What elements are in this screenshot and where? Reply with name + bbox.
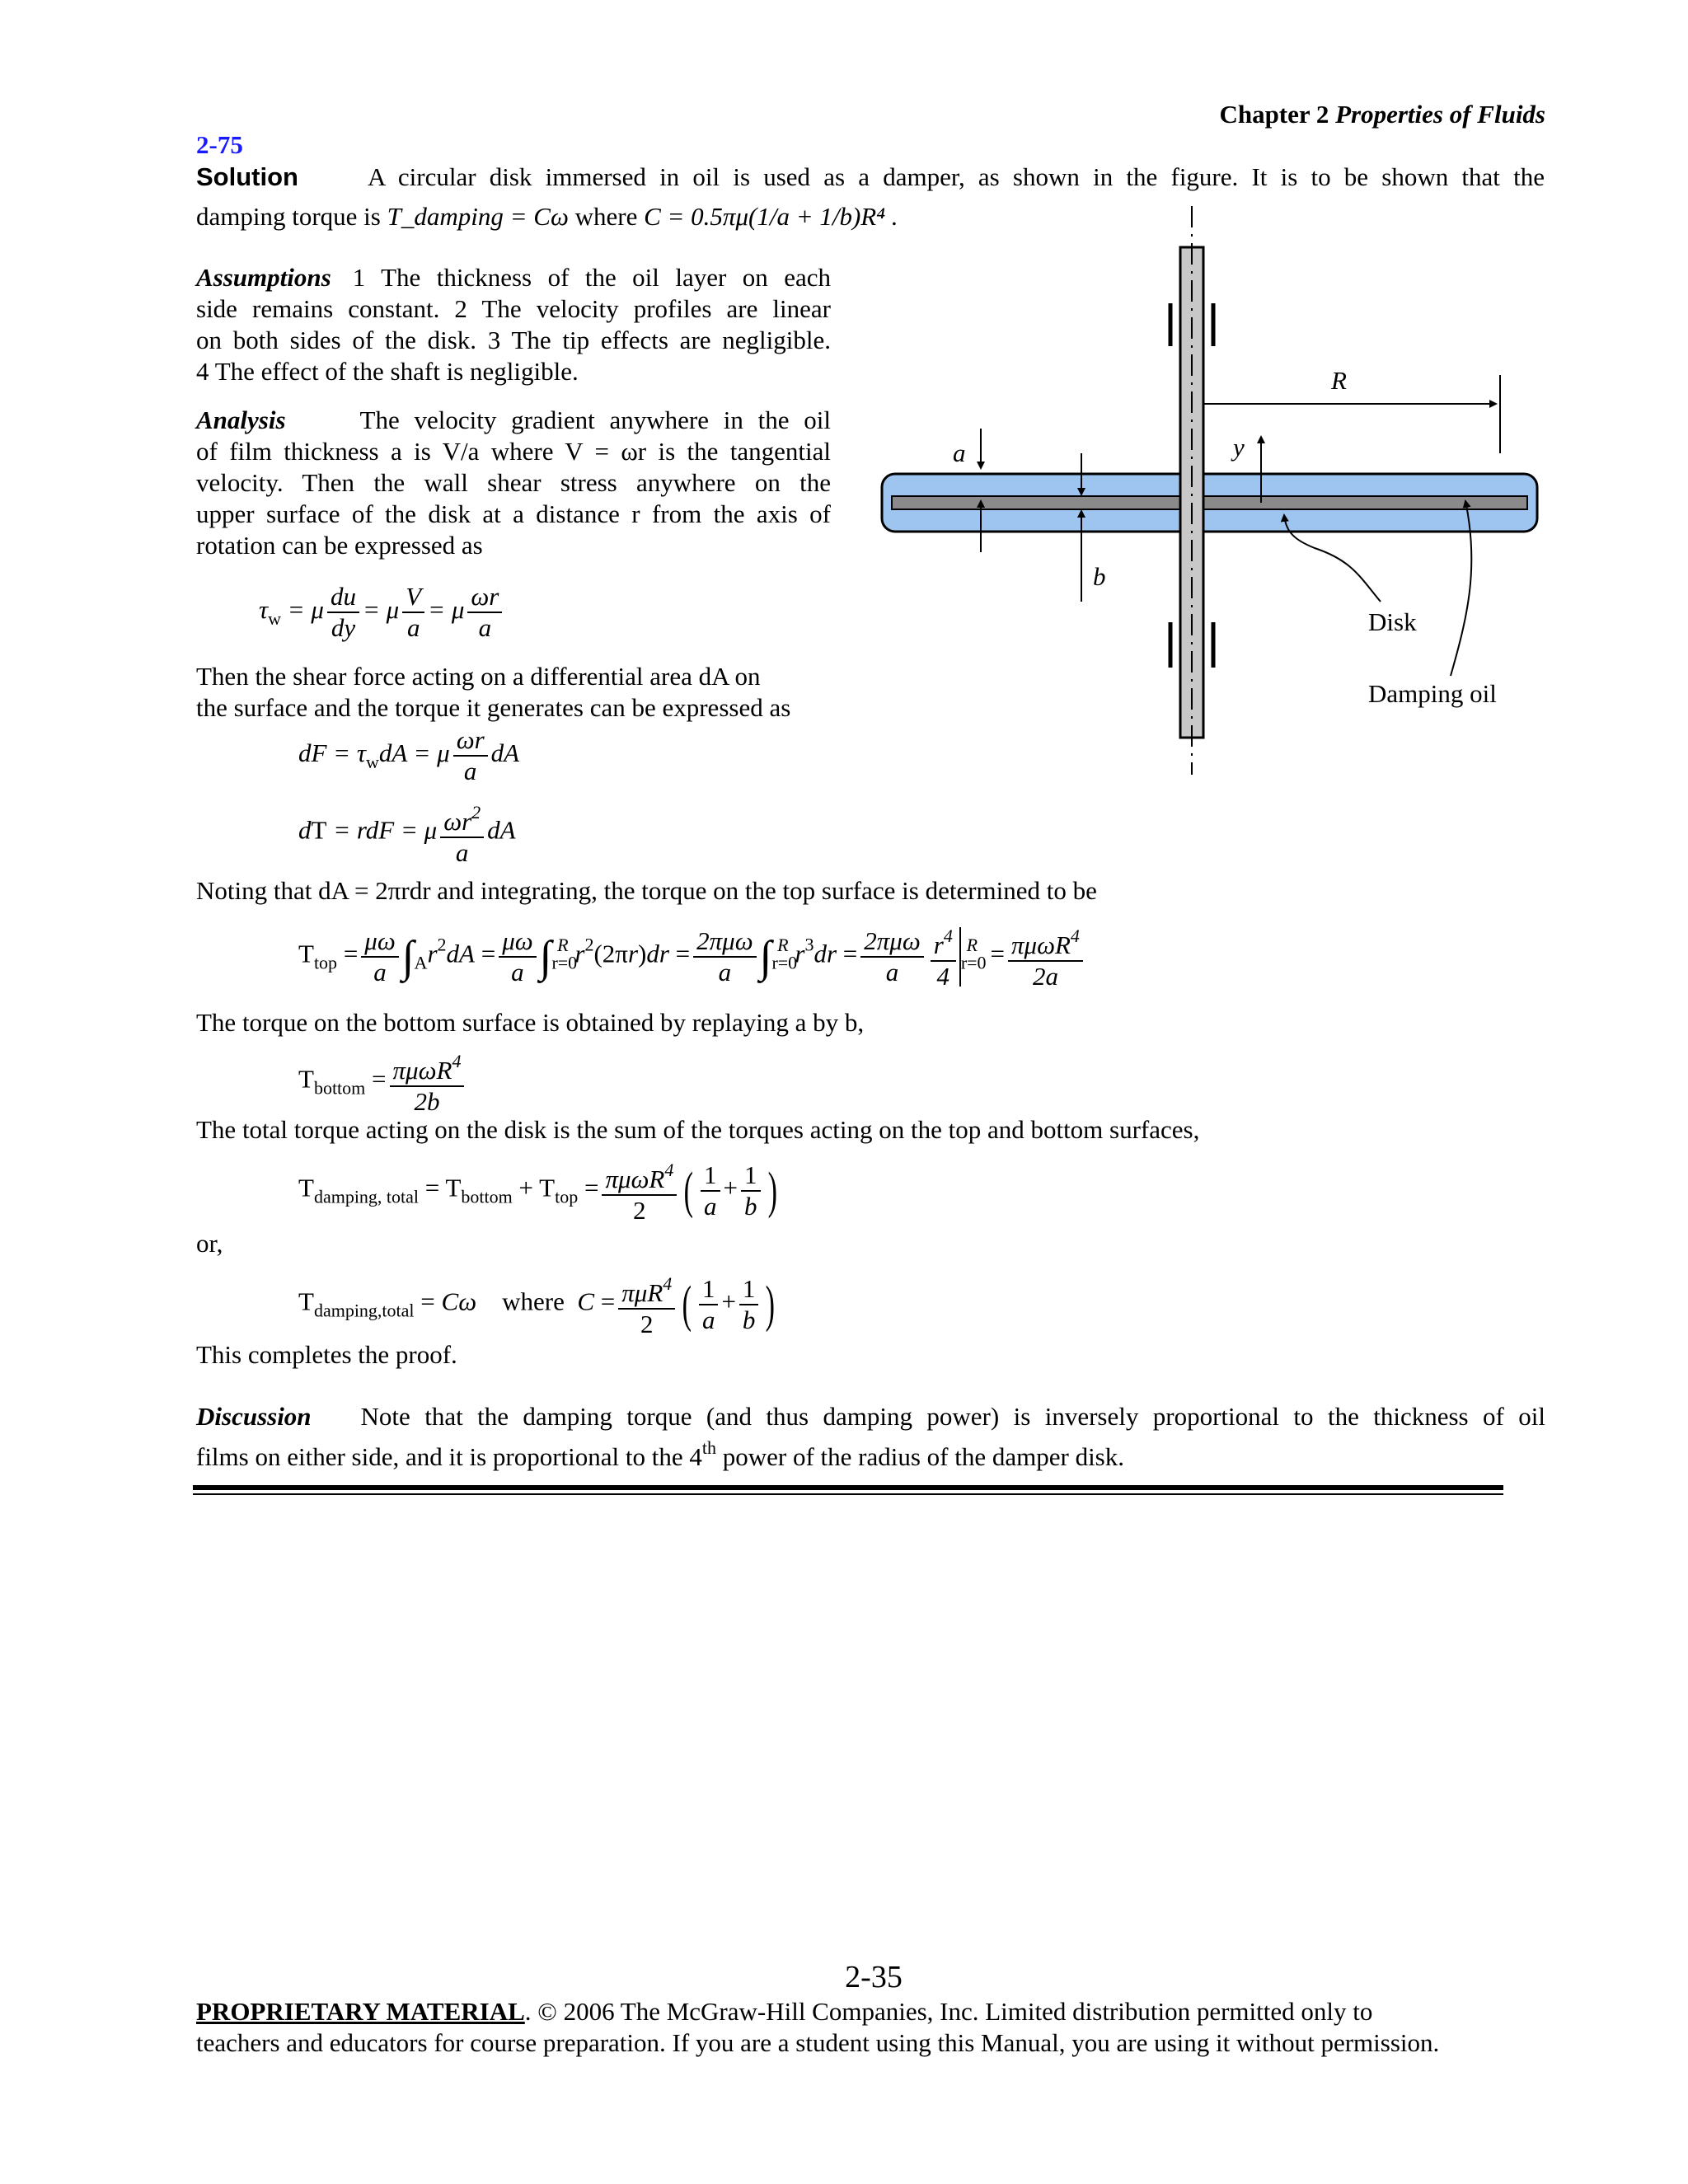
footer-line-1: PROPRIETARY MATERIAL. © 2006 The McGraw-Hill Companies, Inc. Limited distribution permitted only to xyxy=(196,1997,1373,2026)
equation-dF: dF = $\tau_wdA = \mu$ $\frac{\omega r}{a}$ dA xyxy=(298,725,520,785)
discussion-label: Discussion xyxy=(196,1402,312,1431)
statement-line-1: A circular disk immersed in oil is used as a damper, as shown in the figure. It is to be shown that the xyxy=(368,162,1545,191)
discussion-line-1: Discussion Note that the damping torque (and thus damping power) is inversely proportional to the thickness of oil xyxy=(196,1402,1545,1431)
label-a: a xyxy=(953,438,966,467)
statement-prefix: damping torque is xyxy=(196,202,381,231)
assumptions-line-4: 4 The effect of the shaft is negligible. xyxy=(196,357,579,386)
analysis-line-5: rotation can be expressed as xyxy=(196,531,483,560)
assumptions-line-2: side remains constant. 2 The velocity profiles are linear xyxy=(196,294,831,323)
proprietary-label: PROPRIETARY MATERIAL xyxy=(196,1997,525,2026)
footer-block xyxy=(196,1996,1556,2059)
analysis-line-3: velocity. Then the wall shear stress anywhere on the xyxy=(196,468,831,497)
total-text: The total torque acting on the disk is the sum of the torques acting on the top and bottom surfaces, xyxy=(196,1115,1200,1144)
label-oil: Damping oil xyxy=(1368,679,1497,708)
page-number: 2-35 xyxy=(845,1960,903,1994)
equation-T-total: $T_{damping, total} = T_{bottom} + T_{top}$ = $\frac{\pi\mu\omega R^4}{2}$ ( $\frac{1}{a}$ + $\frac{1}{b}$ ) xyxy=(298,1155,781,1226)
bottom-text: The torque on the bottom surface is obtained by replaying a by b, xyxy=(196,1008,865,1037)
or-text: or, xyxy=(196,1229,223,1258)
discussion-block xyxy=(196,1401,1545,1473)
analysis-line-2: of film thickness a is V/a where V = ωr is the tangential xyxy=(196,437,831,466)
equation-tau-w: $\tau_w = \mu$ $\frac{du}{dy}$ = μ $\frac{V}{a}$ = μ $\frac{\omega r}{a}$ xyxy=(259,582,505,643)
disk-left xyxy=(892,496,1186,509)
label-R: R xyxy=(1331,366,1347,395)
analysis-line-1: Analysis The velocity gradient anywhere in the oil xyxy=(196,405,831,434)
chapter-title: Properties of Fluids xyxy=(1335,100,1545,129)
noting-text: Noting that dA = 2πrdr and integrating, the torque on the top surface is determined to be xyxy=(196,876,1097,905)
disk-right xyxy=(1199,496,1527,509)
chapter-header xyxy=(1199,99,1545,130)
statement-C: C = 0.5πμ(1/a + 1/b)R⁴ . xyxy=(644,202,898,231)
completes-text: This completes the proof. xyxy=(196,1340,457,1369)
assumptions-block xyxy=(196,262,831,387)
label-y: y xyxy=(1233,433,1245,462)
solution-line-2 xyxy=(196,201,898,232)
analysis-label: Analysis xyxy=(196,405,286,434)
assumptions-line-3: on both sides of the disk. 3 The tip effects are negligible. xyxy=(196,326,831,354)
statement-eq: T_damping = Cω xyxy=(387,202,569,231)
solution-label: Solution xyxy=(196,162,298,191)
problem-number: 2-75 xyxy=(196,130,243,159)
divider-thick xyxy=(193,1485,1503,1490)
discussion-line-2: films on either side, and it is proportional to the 4th power of the radius of the damper disk. xyxy=(196,1437,1125,1471)
chapter-prefix: Chapter 2 xyxy=(1219,100,1329,129)
equation-dT: dT = rdF = μ $\frac{\omega r^2}{a}$ dA xyxy=(298,798,516,868)
equation-T-final: $T_{damping,total} = C\omega$ where C = $\frac{\pi\mu R^4}{2}$ ( $\frac{1}{a}$ + $\frac{1}{b}$ ) xyxy=(298,1269,779,1339)
assumptions-label: Assumptions xyxy=(196,263,331,292)
equation-T-bottom: $T_{bottom}$ = $\frac{\pi\mu\omega R^4}{2b}$ xyxy=(298,1047,467,1117)
assumptions-line-1: Assumptions 1 The thickness of the oil layer on each xyxy=(196,263,831,292)
statement-where: where xyxy=(574,202,638,231)
shear-force-text: Then the shear force acting on a differential area dA on the surface and the torque it generates can be expressed as xyxy=(196,662,791,722)
analysis-line-4: upper surface of the disk at a distance r from the axis of xyxy=(196,499,831,528)
solution-line-1 xyxy=(196,162,1545,193)
damper-figure xyxy=(865,206,1550,791)
footer-line-2: teachers and educators for course preparation. If you are a student using this Manual, you are using it without permission. xyxy=(196,2028,1440,2057)
divider-thin xyxy=(193,1493,1503,1495)
label-disk: Disk xyxy=(1368,607,1417,636)
equation-T-top: $T_{top}$ = $\frac{\mu\omega}{a}$ $\int_Ar^2dA$ = $\frac{\mu\omega}{a}$ $\int_{r=0}^R$ $r^2(2\pi r)dr$ = $\frac{\text{2πμω}}{a}$ $\int_{r=0}^R$ $r^3dr$ = $\frac{\text{2πμω}}{a}$ $\frac{r^4}{4}$ $_{r=0}^R$ = $\frac{\pi\mu\omega R^4}{2a}$ xyxy=(298,921,1086,991)
label-b: b xyxy=(1093,562,1106,591)
analysis-block xyxy=(196,405,831,561)
